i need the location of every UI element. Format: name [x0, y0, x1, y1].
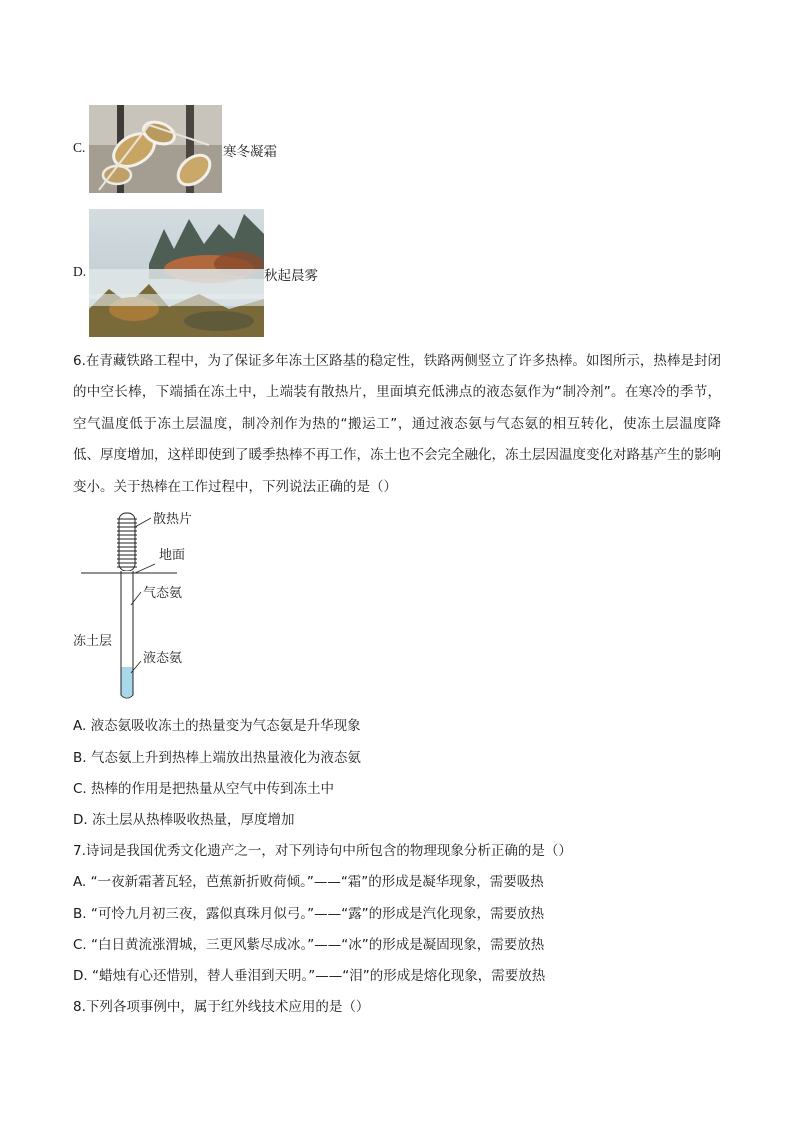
q6-option-b: B. 气态氨上升到热棒上端放出热量液化为液态氨 [73, 750, 361, 766]
q7-option-a: A. “一夜新霜著瓦轻，芭蕉新折败荷倾。”——“霜”的形成是凝华现象，需要吸热 [73, 874, 544, 890]
question-7-text: 7.诗词是我国优秀文化遗产之一，对下列诗句中所包含的物理现象分析正确的是（） [73, 843, 572, 859]
q6-option-a: A. 液态氨吸收冻土的热量变为气态氨是升华现象 [73, 718, 361, 734]
heat-pipe-diagram [73, 505, 213, 705]
question-8-text: 8.下列各项事例中，属于红外线技术应用的是（） [73, 999, 370, 1015]
cooling-fins [117, 513, 137, 571]
option-d-letter: D. [73, 264, 87, 279]
q6-option-c: C. 热棒的作用是把热量从空气中传到冻土中 [73, 781, 335, 797]
label-gas-ammonia: 气态氨 [143, 586, 183, 601]
q7-option-c: C. “白日黄流涨渭城，三更风紫尽成冰。”——“冰”的形成是凝固现象，需要放热 [73, 937, 545, 953]
option-c-caption: 寒冬凝霜 [223, 144, 277, 160]
label-liquid-ammonia: 液态氨 [143, 651, 183, 666]
q7-option-d: D. “蜡烛有心还惜别，替人垂泪到天明。”——“泪”的形成是熔化现象，需要放热 [73, 968, 546, 984]
label-ground: 地面 [159, 548, 186, 563]
fog-photo [89, 209, 264, 337]
option-d-caption: 秋起晨雾 [264, 268, 318, 284]
label-frozen-soil: 冻土层 [73, 634, 113, 649]
frost-photo [89, 105, 222, 193]
q7-option-b: B. “可怜九月初三夜，露似真珠月似弓。”——“露”的形成是汽化现象，需要放热 [73, 906, 545, 922]
option-c-letter: C. [73, 140, 86, 155]
option-c [73, 105, 333, 193]
label-fins: 散热片 [153, 512, 193, 527]
question-6-text: 6.在青藏铁路工程中，为了保证多年冻土区路基的稳定性，铁路两侧竖立了许多热棒。如图所示，热棒是封闭的中空长棒，下端插在冻土中，上端装有散热片，里面填充低沸点的液态氨作为“制冷剂”。在寒冷的季节，空气温度低于冻土层温度，制冷剂作为热的“搬运工”，通过液态氨与气态氨的相互转化，使冻土层温度降低、厚度增加，这样即使到了暖季热棒不再工作，冻土也不会完全融化，冻土层因温度变化对路基产生的影响变小。关于热棒在工作过程中，下列说法正确的是（） [73, 353, 721, 495]
option-d [73, 209, 343, 337]
q6-option-d: D. 冻土层从热棒吸收热量，厚度增加 [73, 812, 295, 828]
